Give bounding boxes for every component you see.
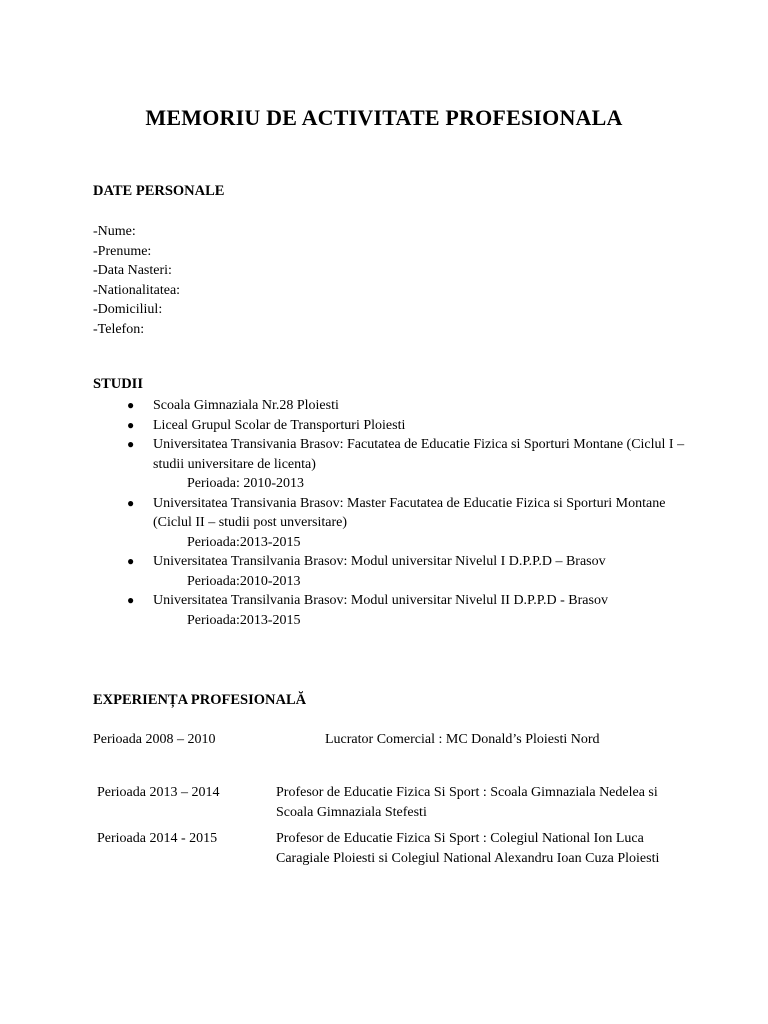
- bullet-icon: ●: [127, 398, 135, 412]
- field-nationalitatea: -Nationalitatea:: [93, 282, 181, 298]
- studies-list: [125, 396, 685, 630]
- list-item: [125, 494, 685, 553]
- studies-heading: STUDII: [93, 376, 143, 392]
- bullet-icon: ●: [127, 495, 135, 510]
- personal-heading: DATE PERSONALE: [93, 183, 225, 199]
- experience-period: Perioada 2014 - 2015: [97, 831, 218, 846]
- experience-detail: Profesor de Educatie Fizica Si Sport : Scoala Gimnaziala Nedelea si Scoala Gimnaziala Stefesti: [276, 785, 658, 820]
- study-text: Scoala Gimnaziala Nr.28 Ploiesti: [153, 398, 339, 413]
- experience-period: Perioada 2008 – 2010: [93, 732, 216, 747]
- list-item: [125, 396, 685, 416]
- experience-detail: Profesor de Educatie Fizica Si Sport : Colegiul National Ion Luca Caragiale Ploiesti si Colegiul National Alexandru Ioan Cuza Ploiesti: [276, 831, 660, 866]
- field-nume: -Nume:: [93, 224, 136, 239]
- study-text: Universitatea Transilvania Brasov: Modul universitar Nivelul II D.P.P.D - Brasov: [153, 593, 608, 608]
- study-text: Liceal Grupul Scolar de Transporturi Ploiesti: [153, 417, 406, 433]
- experience-period: Perioada 2013 – 2014: [97, 785, 220, 800]
- bullet-icon: ●: [127, 417, 135, 432]
- study-text: Universitatea Transivania Brasov: Facutatea de Educatie Fizica si Sporturi Montane (Ciclul I – studii universitare de licenta): [153, 437, 685, 472]
- study-period: Perioada: 2010-2013: [187, 476, 305, 491]
- personal-fields: [93, 222, 180, 339]
- list-item: [125, 435, 685, 494]
- bullet-icon: ●: [127, 593, 135, 607]
- list-item: [125, 552, 685, 591]
- study-period: Perioada:2013-2015: [187, 534, 301, 550]
- list-item: [125, 416, 685, 436]
- bullet-icon: ●: [127, 554, 135, 568]
- experience-heading: EXPERIENȚA PROFESIONALĂ: [93, 692, 307, 708]
- study-text: Universitatea Transivania Brasov: Master Facutatea de Educatie Fizica si Sporturi Montane (Ciclul II – studii post unversitare): [153, 495, 666, 530]
- experience-detail: Lucrator Comercial : MC Donald’s Ploiesti Nord: [325, 732, 600, 747]
- study-period: Perioada:2013-2015: [187, 612, 301, 628]
- list-item: [125, 591, 685, 630]
- field-telefon: -Telefon:: [93, 321, 145, 337]
- field-prenume: -Prenume:: [93, 243, 152, 259]
- document-title: MEMORIU DE ACTIVITATE PROFESIONALA: [145, 105, 623, 130]
- study-period: Perioada:2010-2013: [187, 573, 301, 589]
- bullet-icon: ●: [127, 437, 135, 451]
- field-domiciliul: -Domiciliul:: [93, 302, 163, 317]
- field-data-nasterii: -Data Nasteri:: [93, 263, 172, 278]
- study-text: Universitatea Transilvania Brasov: Modul universitar Nivelul I D.P.P.D – Brasov: [153, 554, 606, 569]
